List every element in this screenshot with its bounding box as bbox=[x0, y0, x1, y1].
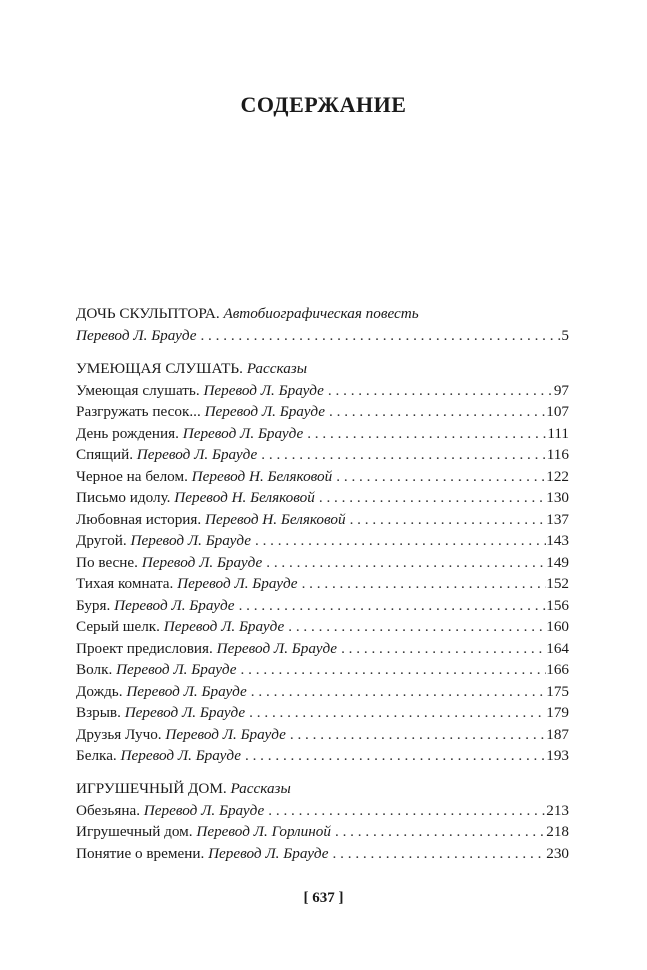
toc-entry bbox=[76, 616, 569, 638]
story-title: Друзья Лучо. bbox=[76, 725, 162, 743]
dot-leader bbox=[329, 843, 547, 865]
translator: Перевод Л. Брауде bbox=[182, 424, 304, 442]
entry-title bbox=[76, 466, 332, 488]
story-title: Обезьяна. bbox=[76, 801, 140, 819]
section-genre: Рассказы bbox=[246, 359, 308, 377]
page-number-ref: 107 bbox=[546, 403, 569, 420]
section-title: ИГРУШЕЧНЫЙ ДОМ. bbox=[76, 779, 227, 797]
story-title: День рождения. bbox=[76, 424, 179, 442]
dot-leader bbox=[245, 702, 546, 724]
toc-entry bbox=[76, 659, 569, 681]
page-number-ref: 137 bbox=[546, 510, 569, 528]
section-title: УМЕЮЩАЯ СЛУШАТЬ. bbox=[76, 359, 243, 377]
translator: Перевод Л. Брауде bbox=[76, 327, 197, 344]
dot-leader bbox=[241, 745, 546, 767]
toc-section bbox=[76, 358, 569, 767]
toc-entry bbox=[76, 843, 569, 865]
entry-title bbox=[76, 552, 262, 574]
translator: Перевод Л. Брауде bbox=[130, 532, 251, 549]
story-title: Понятие о времени. bbox=[76, 844, 205, 862]
page-number-ref: 218 bbox=[546, 823, 569, 840]
toc-entry bbox=[76, 702, 569, 724]
translator: Перевод Л. Брауде bbox=[163, 618, 285, 635]
page-number-ref: 130 bbox=[546, 489, 569, 506]
story-title: Дождь. bbox=[76, 682, 123, 700]
translator: Перевод Л. Брауде bbox=[141, 553, 263, 571]
entry-title bbox=[76, 509, 346, 531]
page-number-ref: 122 bbox=[546, 467, 569, 485]
dot-leader bbox=[257, 444, 547, 466]
toc-entry bbox=[76, 681, 569, 703]
entry-title bbox=[76, 325, 196, 347]
story-title: Волк. bbox=[76, 661, 113, 678]
entry-title bbox=[76, 595, 235, 617]
entry-title bbox=[76, 800, 264, 822]
page-number-ref: 111 bbox=[547, 424, 569, 442]
translator: Перевод Л. Брауде bbox=[208, 844, 329, 862]
toc-entry bbox=[76, 595, 569, 617]
page-number-ref: 179 bbox=[546, 704, 569, 721]
page-number-ref: 213 bbox=[546, 801, 569, 819]
entry-title bbox=[76, 530, 251, 552]
entry-title bbox=[76, 745, 241, 767]
toc-entry bbox=[76, 509, 569, 531]
toc-entry bbox=[76, 530, 569, 552]
translator: Перевод Л. Брауде bbox=[136, 446, 258, 463]
entry-title bbox=[76, 659, 237, 681]
section-genre: Рассказы bbox=[230, 779, 291, 797]
translator: Перевод Л. Брауде bbox=[143, 801, 265, 819]
translator: Перевод Н. Беляковой bbox=[205, 510, 346, 528]
translator: Перевод Л. Брауде bbox=[124, 704, 246, 721]
entry-title bbox=[76, 444, 257, 466]
story-title: Буря. bbox=[76, 596, 111, 614]
toc-entry bbox=[76, 573, 569, 595]
story-title: Спящий. bbox=[76, 446, 133, 463]
page-number-ref: 156 bbox=[546, 596, 569, 614]
translator: Перевод Л. Брауде bbox=[120, 747, 241, 764]
page-number-ref: 149 bbox=[546, 553, 569, 571]
toc-entry bbox=[76, 638, 569, 660]
table-of-contents bbox=[76, 303, 569, 875]
translator: Перевод Л. Брауде bbox=[114, 596, 235, 614]
entry-title bbox=[76, 638, 337, 660]
page-number-ref: 175 bbox=[546, 682, 569, 700]
story-title: Разгружать песок... bbox=[76, 403, 201, 420]
page-number-ref: 160 bbox=[546, 618, 569, 635]
page-number-ref: 164 bbox=[546, 639, 569, 657]
dot-leader bbox=[346, 509, 547, 531]
toc-entry bbox=[76, 552, 569, 574]
page-number-ref: 5 bbox=[561, 327, 569, 344]
dot-leader bbox=[284, 616, 546, 638]
story-title: По весне. bbox=[76, 553, 138, 571]
entry-title bbox=[76, 423, 303, 445]
story-title: Письмо идолу. bbox=[76, 489, 171, 506]
page-number-ref: 143 bbox=[546, 532, 569, 549]
translator: Перевод Л. Брауде bbox=[204, 403, 326, 420]
section-genre: Автобиографическая повесть bbox=[223, 305, 419, 322]
dot-leader bbox=[303, 423, 547, 445]
story-title: Другой. bbox=[76, 532, 127, 549]
dot-leader bbox=[237, 659, 547, 681]
entry-title bbox=[76, 573, 298, 595]
dot-leader bbox=[235, 595, 547, 617]
page-title: СОДЕРЖАНИЕ bbox=[240, 92, 407, 117]
dot-leader bbox=[264, 800, 546, 822]
section-title: ДОЧЬ СКУЛЬПТОРА. bbox=[76, 305, 220, 322]
toc-section bbox=[76, 303, 569, 347]
story-title: Любовная история. bbox=[76, 510, 202, 528]
story-title: Серый шелк. bbox=[76, 618, 160, 635]
toc-entry bbox=[76, 800, 569, 822]
page-number: [ 637 ] bbox=[303, 890, 344, 906]
entry-title bbox=[76, 843, 329, 865]
entry-title bbox=[76, 681, 247, 703]
translator: Перевод Л. Горлиной bbox=[196, 823, 331, 840]
page-number-ref: 97 bbox=[553, 381, 569, 399]
section-heading bbox=[76, 303, 569, 325]
toc-entry bbox=[76, 423, 569, 445]
entry-title bbox=[76, 724, 286, 746]
dot-leader bbox=[337, 638, 546, 660]
page-number-ref: 116 bbox=[546, 446, 569, 463]
entry-title bbox=[76, 380, 324, 402]
page-number-ref: 230 bbox=[546, 844, 569, 862]
translator: Перевод Н. Беляковой bbox=[191, 467, 333, 485]
entry-title bbox=[76, 702, 245, 724]
page-number-ref: 193 bbox=[546, 747, 569, 764]
page-number-ref: 187 bbox=[546, 725, 569, 743]
dot-leader bbox=[247, 681, 546, 703]
translator: Перевод Л. Брауде bbox=[203, 381, 324, 399]
toc-entry bbox=[76, 401, 569, 423]
entry-title bbox=[76, 487, 315, 509]
page-number-ref: 166 bbox=[546, 661, 569, 678]
dot-leader bbox=[315, 487, 546, 509]
section-heading bbox=[76, 778, 569, 800]
dot-leader bbox=[262, 552, 546, 574]
translator: Перевод Л. Брауде bbox=[126, 682, 247, 700]
dot-leader bbox=[332, 466, 546, 488]
story-title: Умеющая слушать. bbox=[76, 381, 200, 399]
story-title: Игрушечный дом. bbox=[76, 823, 193, 840]
toc-entry bbox=[76, 487, 569, 509]
toc-entry bbox=[76, 821, 569, 843]
page-number-ref: 152 bbox=[546, 575, 569, 592]
toc-entry bbox=[76, 380, 569, 402]
section-heading bbox=[76, 358, 569, 380]
story-title: Тихая комната. bbox=[76, 575, 174, 592]
story-title: Черное на белом. bbox=[76, 467, 188, 485]
entry-title bbox=[76, 401, 325, 423]
toc-section bbox=[76, 778, 569, 865]
translator: Перевод Л. Брауде bbox=[165, 725, 286, 743]
story-title: Белка. bbox=[76, 747, 117, 764]
translator: Перевод Н. Беляковой bbox=[174, 489, 315, 506]
dot-leader bbox=[325, 401, 546, 423]
entry-title bbox=[76, 616, 284, 638]
story-title: Проект предисловия. bbox=[76, 639, 213, 657]
translator: Перевод Л. Брауде bbox=[116, 661, 237, 678]
dot-leader bbox=[286, 724, 546, 746]
toc-entry bbox=[76, 724, 569, 746]
dot-leader bbox=[331, 821, 546, 843]
translator: Перевод Л. Брауде bbox=[216, 639, 338, 657]
entry-title bbox=[76, 821, 331, 843]
translator: Перевод Л. Брауде bbox=[177, 575, 298, 592]
dot-leader bbox=[298, 573, 547, 595]
toc-entry bbox=[76, 325, 569, 347]
dot-leader bbox=[324, 380, 554, 402]
toc-entry bbox=[76, 444, 569, 466]
story-title: Взрыв. bbox=[76, 704, 121, 721]
dot-leader bbox=[251, 530, 546, 552]
toc-entry bbox=[76, 466, 569, 488]
toc-entry bbox=[76, 745, 569, 767]
dot-leader bbox=[196, 325, 561, 347]
